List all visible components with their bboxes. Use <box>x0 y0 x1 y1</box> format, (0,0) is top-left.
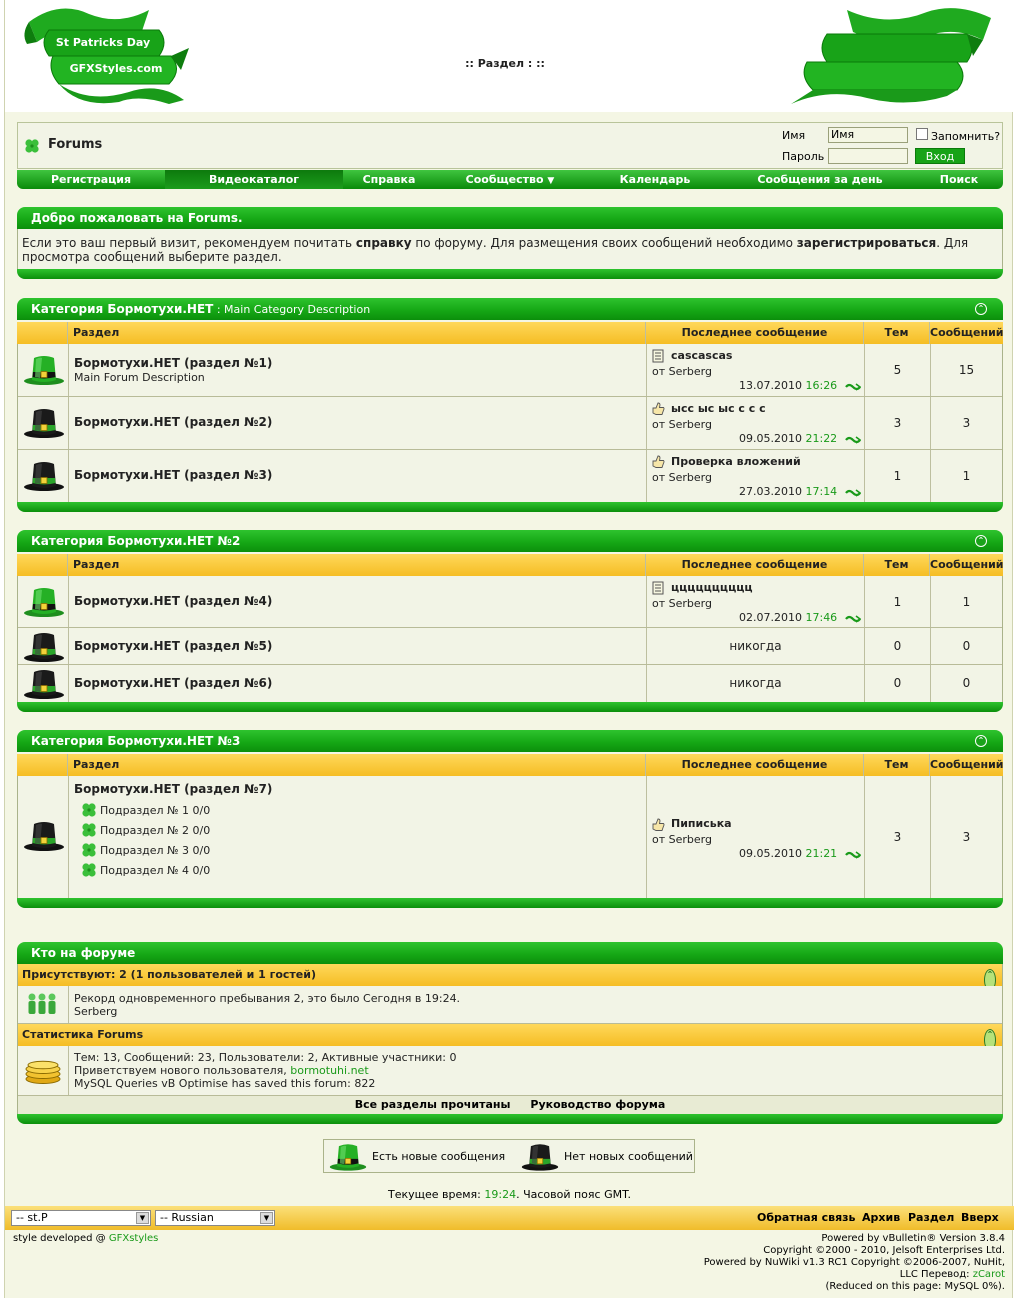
password-label: Пароль <box>782 150 825 163</box>
category-3-footer <box>17 898 1003 908</box>
forum-row <box>18 665 1002 702</box>
forum-row <box>18 450 1002 502</box>
forum-title[interactable]: Бормотухи.НЕТ (раздел №1) <box>74 356 273 370</box>
forum-cell <box>68 450 646 502</box>
present-header <box>18 964 1002 986</box>
translator-text: LLC Перевод: <box>899 1269 973 1280</box>
subforum-link[interactable]: Подраздел № 1 0/0 <box>100 804 211 817</box>
welcome-text-3: . Для просмотра сообщений выберите раздел. <box>22 236 969 264</box>
style-credit <box>13 1233 158 1244</box>
last-post-author[interactable]: от Serberg <box>652 418 712 431</box>
username-label: Имя <box>782 129 806 142</box>
icon-legend <box>323 1139 695 1173</box>
archive-link[interactable]: Архив <box>862 1211 901 1224</box>
powered-line-5: (Reduced on this page: MySQL 0%). <box>825 1281 1005 1292</box>
site-logo[interactable] <box>19 4 219 106</box>
header-ribbon-right <box>787 4 1001 106</box>
post-count: 1 <box>930 450 1002 502</box>
no-new-posts-hat-icon <box>520 1142 560 1172</box>
nav-video-catalog[interactable]: Видеокаталог <box>165 170 343 189</box>
collapse-icon[interactable]: ⌃ <box>975 535 987 547</box>
nav-help[interactable]: Справка <box>362 173 416 186</box>
go-to-last-post-icon[interactable] <box>845 850 861 860</box>
chevron-down-icon: ▼ <box>260 1212 273 1224</box>
nav-calendar[interactable]: Календарь <box>619 173 691 186</box>
col-posts: Сообщений <box>929 322 1003 344</box>
new-posts-hat-icon <box>22 354 66 386</box>
last-post-date <box>739 847 837 860</box>
dropdown-arrow-icon: ▼ <box>547 176 555 186</box>
last-post-title[interactable]: цццццццццц <box>671 581 753 594</box>
register-link[interactable]: зарегистрироваться <box>796 236 937 250</box>
col-threads: Тем <box>863 754 929 776</box>
forum-leaders-link[interactable]: Руководство форума <box>530 1098 666 1111</box>
no-new-posts-hat-icon <box>22 631 66 663</box>
last-post-date <box>739 611 837 624</box>
new-posts-hat-icon <box>328 1142 368 1172</box>
style-credit-text: style developed @ <box>13 1233 109 1244</box>
logo-ribbon-icon <box>19 4 219 106</box>
post-count: 3 <box>930 397 1002 449</box>
nav-menu <box>17 170 1003 189</box>
category-3-header <box>17 730 1003 752</box>
category-1-description: Main Category Description <box>224 303 371 316</box>
contact-link[interactable]: Обратная связь <box>757 1211 856 1224</box>
welcome-text-2: по форуму. Для размещения своих сообщений необходимо <box>411 236 797 250</box>
thread-count: 5 <box>864 344 930 396</box>
stats-header <box>18 1024 1002 1046</box>
thread-count: 1 <box>864 576 930 627</box>
remember-label: Запомнить? <box>931 130 1001 143</box>
powered-line-2: Copyright ©2000 - 2010, Jelsoft Enterprises Ltd. <box>763 1245 1005 1256</box>
present-header-text: Присутствуют: 2 (1 пользователей и 1 гостей) <box>22 968 316 981</box>
last-post-never: никогда <box>646 665 864 702</box>
col-last-post: Последнее сообщение <box>645 754 863 776</box>
date: 02.07.2010 <box>739 611 802 624</box>
nav-community-label: Сообщество <box>465 173 544 186</box>
category-3-column-header <box>17 754 1003 776</box>
forum-row <box>18 628 1002 665</box>
collapse-icon[interactable]: ⌃ <box>975 303 987 315</box>
forum-cell <box>68 344 646 396</box>
category-1-forums <box>17 344 1003 502</box>
post-count: 15 <box>930 344 1002 396</box>
category-1-footer <box>17 502 1003 512</box>
powered-line-4 <box>565 1269 1005 1281</box>
no-new-posts-hat-icon <box>22 460 66 492</box>
mysql-saved-text: MySQL Queries vB Optimise has saved this forum: 822 <box>74 1077 376 1090</box>
date: 09.05.2010 <box>739 432 802 445</box>
forum-cell <box>68 397 646 449</box>
no-new-posts-hat-icon <box>22 820 66 852</box>
date: 13.07.2010 <box>739 379 802 392</box>
collapse-icon[interactable]: ⌃ <box>984 1029 996 1051</box>
time-value: 19:24 <box>484 1188 517 1201</box>
welcome-new-user <box>74 1064 369 1077</box>
mark-read-link[interactable]: Все разделы прочитаны <box>354 1098 511 1111</box>
stats-header-text: Статистика Forums <box>22 1028 144 1041</box>
last-post-title[interactable]: Пиписька <box>671 817 732 830</box>
style-credit-link[interactable]: GFXstyles <box>108 1233 159 1244</box>
clover-icon <box>81 842 97 858</box>
no-new-posts-hat-icon <box>22 668 66 700</box>
category-3-forums <box>17 776 1003 898</box>
time: 17:46 <box>805 611 838 624</box>
forum-row <box>18 397 1002 450</box>
category-2-footer <box>17 702 1003 712</box>
category-3-title[interactable]: Категория Бормотухи.НЕТ №3 <box>31 734 241 748</box>
ribbon-right-icon <box>787 4 1001 106</box>
last-post-author[interactable]: от Serberg <box>652 833 712 846</box>
powered-by <box>565 1233 1005 1293</box>
last-post-title[interactable]: Проверка вложений <box>671 455 801 468</box>
col-forum: Раздел <box>67 754 645 776</box>
forum-cell <box>68 576 646 627</box>
go-to-last-post-icon[interactable] <box>845 435 861 445</box>
forum-title[interactable]: Бормотухи.НЕТ (раздел №6) <box>74 676 273 690</box>
forum-cell <box>68 665 646 702</box>
powered-line-1: Powered by vBulletin® Version 3.8.4 <box>821 1233 1005 1244</box>
last-post-author[interactable]: от Serberg <box>652 471 712 484</box>
last-post-never: никогда <box>646 628 864 664</box>
time: 21:21 <box>805 847 838 860</box>
time-prefix: Текущее время: <box>387 1188 485 1201</box>
post-count: 3 <box>930 776 1002 898</box>
post-count: 1 <box>930 576 1002 627</box>
forum-link[interactable]: Раздел <box>908 1211 955 1224</box>
top-link[interactable]: Вверх <box>961 1211 999 1224</box>
help-link[interactable]: справку <box>355 236 412 250</box>
forum-row <box>18 776 1002 898</box>
header <box>5 0 1014 112</box>
thread-count: 1 <box>864 450 930 502</box>
col-last-post: Последнее сообщение <box>645 322 863 344</box>
time: 17:14 <box>805 485 838 498</box>
style-select[interactable] <box>11 1210 151 1226</box>
subforum-link[interactable]: Подраздел № 2 0/0 <box>100 824 211 837</box>
time-suffix: . Часовой пояс GMT. <box>516 1188 631 1201</box>
thread-count: 3 <box>864 397 930 449</box>
translator-link[interactable]: zCarot <box>972 1269 1005 1280</box>
col-posts: Сообщений <box>929 554 1003 576</box>
clover-icon <box>81 802 97 818</box>
remember-checkbox[interactable] <box>916 128 928 140</box>
coins-icon <box>24 1060 62 1084</box>
page-title: :: Раздел : :: <box>465 57 545 70</box>
login-button[interactable]: Вход <box>915 148 965 164</box>
style-select-value: -- st.P <box>16 1211 48 1224</box>
forum-description: Main Forum Description <box>74 371 205 384</box>
logo-line1: St Patricks Day <box>55 36 151 49</box>
subforum-link[interactable]: Подраздел № 3 0/0 <box>100 844 211 857</box>
online-users-cell <box>68 986 1002 1023</box>
col-last-post: Последнее сообщение <box>645 554 863 576</box>
go-to-last-post-icon[interactable] <box>845 488 861 498</box>
col-threads: Тем <box>863 554 929 576</box>
last-post-cell <box>646 450 864 502</box>
post-count: 0 <box>930 628 1002 664</box>
category-2-column-header <box>17 554 1003 576</box>
post-icon <box>652 581 664 595</box>
thread-count: 3 <box>864 776 930 898</box>
post-count: 0 <box>930 665 1002 702</box>
new-user-link[interactable]: bormotuhi.net <box>290 1064 369 1077</box>
welcome-new-text: Приветствуем нового пользователя, <box>74 1064 291 1077</box>
stats-row <box>18 1046 1002 1096</box>
whos-online-box <box>17 964 1003 1114</box>
category-1-header <box>17 298 1003 320</box>
nav-register[interactable]: Регистрация <box>50 173 132 186</box>
password-input[interactable] <box>828 148 908 164</box>
last-post-date <box>739 379 837 392</box>
username-input[interactable]: Имя <box>828 127 908 143</box>
go-to-last-post-icon[interactable] <box>845 614 861 624</box>
category-1-title[interactable]: Категория Бормотухи.НЕТ <box>31 302 214 316</box>
chevron-down-icon: ▼ <box>136 1212 149 1224</box>
navbar <box>17 122 1003 169</box>
whos-online-title: Кто на форуме <box>17 942 1003 964</box>
category-1-column-header <box>17 322 1003 344</box>
col-forum: Раздел <box>67 322 645 344</box>
collapse-icon[interactable]: ⌃ <box>975 735 987 747</box>
last-post-date <box>739 485 837 498</box>
last-post-title[interactable]: cascascas <box>671 349 733 362</box>
welcome-text-1: Если это ваш первый визит, рекомендуем почитать <box>22 236 356 250</box>
forum-title[interactable]: Бормотухи.НЕТ (раздел №7) <box>74 782 273 796</box>
time: 21:22 <box>805 432 838 445</box>
date: 09.05.2010 <box>739 847 802 860</box>
online-users-row <box>18 986 1002 1024</box>
category-2-forums <box>17 576 1003 702</box>
new-posts-hat-icon <box>22 586 66 618</box>
last-post-cell <box>646 776 864 898</box>
forum-title[interactable]: Бормотухи.НЕТ (раздел №4) <box>74 594 273 608</box>
time: 16:26 <box>805 379 838 392</box>
nav-community[interactable] <box>435 170 585 189</box>
legend-new-posts: Есть новые сообщения <box>372 1150 506 1163</box>
col-posts: Сообщений <box>929 754 1003 776</box>
forum-row <box>18 576 1002 628</box>
page <box>4 0 1013 1298</box>
welcome-footer <box>17 269 1003 279</box>
clover-icon <box>24 138 40 154</box>
last-post-date <box>739 432 837 445</box>
last-post-cell <box>646 344 864 396</box>
language-select[interactable] <box>155 1210 275 1226</box>
category-2-title[interactable]: Категория Бормотухи.НЕТ №2 <box>31 534 241 548</box>
footer-bar <box>5 1206 1014 1230</box>
last-post-cell <box>646 576 864 627</box>
thread-count: 0 <box>864 665 930 702</box>
users-online-icon <box>26 992 58 1018</box>
date: 27.03.2010 <box>739 485 802 498</box>
logo-line2: GFXStyles.com <box>69 62 163 75</box>
clover-icon <box>81 822 97 838</box>
welcome-title: Добро пожаловать на Forums. <box>17 207 1003 229</box>
forum-title[interactable]: Бормотухи.НЕТ (раздел №5) <box>74 639 273 653</box>
forum-title[interactable]: Бормотухи.НЕТ (раздел №3) <box>74 468 273 482</box>
whos-online-links <box>18 1096 1002 1114</box>
collapse-icon[interactable]: ⌃ <box>984 969 996 991</box>
whos-online-footer <box>17 1114 1003 1124</box>
category-1-sep: : <box>213 303 225 316</box>
nav-todays-posts[interactable]: Сообщения за день <box>757 173 883 186</box>
forum-row <box>18 344 1002 397</box>
thumbs-up-icon <box>651 455 665 469</box>
forum-cell <box>68 776 646 898</box>
thumbs-up-icon <box>651 402 665 416</box>
online-user-link[interactable]: Serberg <box>74 1005 118 1018</box>
post-icon <box>652 349 664 363</box>
subforum-link[interactable]: Подраздел № 4 0/0 <box>100 864 211 877</box>
col-threads: Тем <box>863 322 929 344</box>
forum-cell <box>68 628 646 664</box>
last-post-cell <box>646 397 864 449</box>
last-post-title[interactable]: ысс ыс ыс с с с <box>671 402 766 415</box>
legend-no-new-posts: Нет новых сообщений <box>564 1150 693 1163</box>
language-select-value: -- Russian <box>160 1211 214 1224</box>
category-2-header <box>17 530 1003 552</box>
current-time <box>5 1188 1014 1201</box>
powered-line-3: Powered by NuWiki v1.3 RC1 Copyright ©2006-2007, NuHit, <box>703 1257 1005 1268</box>
stats-line: Тем: 13, Сообщений: 23, Пользователи: 2, Активные участники: 0 <box>74 1051 457 1064</box>
last-post-author[interactable]: от Serberg <box>652 365 712 378</box>
col-forum: Раздел <box>67 554 645 576</box>
site-name-link[interactable]: Forums <box>48 137 103 152</box>
welcome-text <box>17 229 1003 269</box>
nav-search[interactable]: Поиск <box>939 173 979 186</box>
thread-count: 0 <box>864 628 930 664</box>
stats-cell <box>68 1046 1002 1095</box>
record-online-text: Рекорд одновременного пребывания 2, это было Сегодня в 19:24. <box>74 992 461 1005</box>
thumbs-up-icon <box>651 818 665 832</box>
last-post-author[interactable]: от Serberg <box>652 597 712 610</box>
clover-icon <box>81 862 97 878</box>
go-to-last-post-icon[interactable] <box>845 382 861 392</box>
forum-title[interactable]: Бормотухи.НЕТ (раздел №2) <box>74 415 273 429</box>
no-new-posts-hat-icon <box>22 407 66 439</box>
